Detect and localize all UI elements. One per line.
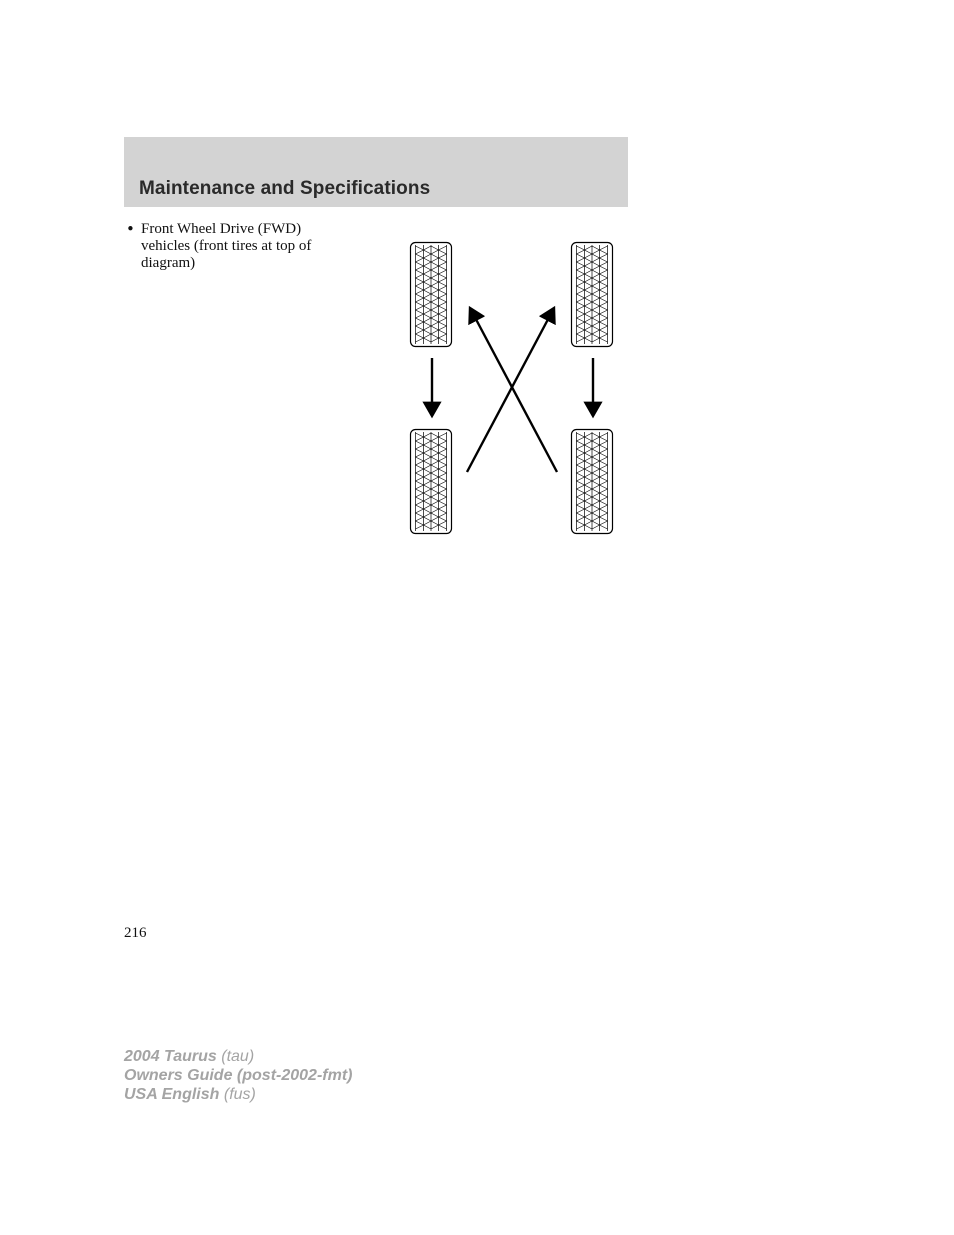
bullet-line-2: vehicles (front tires at top of [141, 238, 312, 254]
bullet-marker: • [126, 220, 135, 238]
tire-rear-right-icon [572, 430, 613, 534]
footer-language-code: (fus) [223, 1086, 256, 1103]
arrow-rear-right-to-front-left [470, 308, 557, 472]
bullet-line-3: diagram) [141, 255, 196, 271]
footer-guide: Owners Guide (post-2002-fmt) [124, 1067, 353, 1084]
section-header-band [124, 137, 628, 207]
footer-line-2 [124, 1066, 352, 1085]
bullet-line-1: Front Wheel Drive (FWD) [141, 221, 302, 237]
rotation-arrows [432, 308, 593, 472]
page-number: 216 [124, 925, 147, 941]
footer-line-3 [124, 1085, 352, 1104]
document-footer [124, 1047, 352, 1104]
footer-line-1 [124, 1047, 352, 1066]
tire-rotation-diagram [400, 236, 630, 541]
bullet-list [124, 221, 354, 272]
footer-language: USA English [124, 1086, 220, 1103]
arrow-rear-left-to-front-right [467, 308, 554, 472]
footer-model: 2004 Taurus [124, 1048, 217, 1065]
tire-front-left-icon [411, 243, 452, 347]
list-item [124, 221, 354, 272]
section-title: Maintenance and Specifications [139, 178, 431, 199]
tire-rear-left-icon [411, 430, 452, 534]
tire-front-right-icon [572, 243, 613, 347]
footer-model-code: (tau) [221, 1048, 255, 1065]
